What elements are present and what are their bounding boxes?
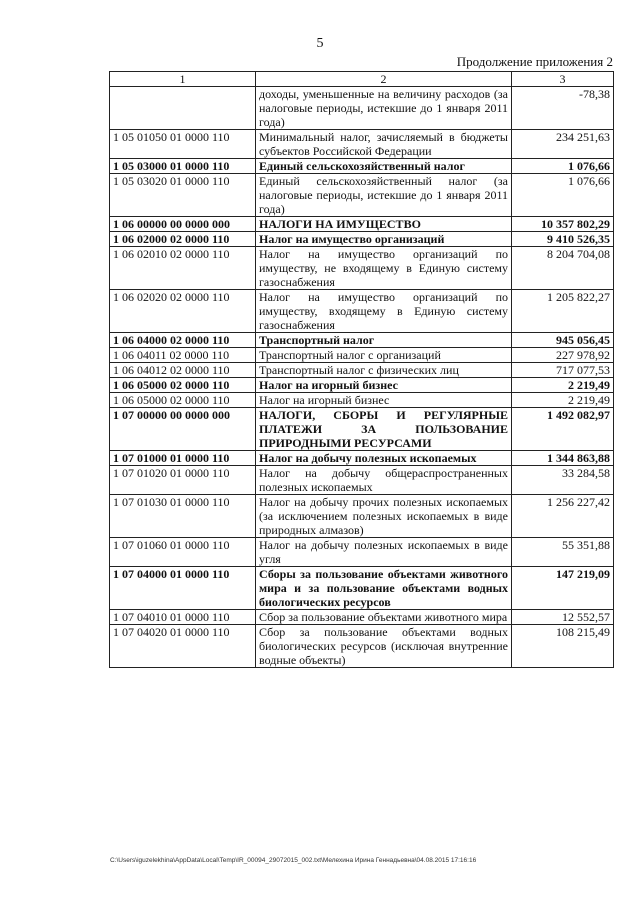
table-row	[110, 217, 614, 232]
column-header-code: 1	[110, 72, 256, 87]
table-row	[110, 290, 614, 333]
row-amount-cell: 12 552,57	[512, 610, 614, 625]
column-header-amount: 3	[512, 72, 614, 87]
page-number: 5	[316, 36, 324, 51]
row-code-cell: 1 07 01030 01 0000 110	[110, 495, 256, 538]
row-code-cell: 1 07 04000 01 0000 110	[110, 567, 256, 610]
file-path-footer: C:\Users\iguzelekhina\AppData\Local\Temp\IR_00094_29072015_002.txt\Мелехина Ирина Геннадьевна\04.08.2015 17:16:16	[110, 857, 477, 864]
table-row	[110, 232, 614, 247]
row-code-cell: 1 06 04012 02 0000 110	[110, 363, 256, 378]
row-name-cell: Сбор за пользование объектами животного мира	[256, 610, 512, 625]
row-code-cell: 1 06 05000 02 0000 110	[110, 393, 256, 408]
row-code-cell: 1 06 02000 02 0000 110	[110, 232, 256, 247]
table-row	[110, 174, 614, 217]
row-amount-cell: 1 076,66	[512, 174, 614, 217]
row-code-cell: 1 06 02010 02 0000 110	[110, 247, 256, 290]
row-name-cell: Налог на имущество организаций	[256, 232, 512, 247]
row-code-cell: 1 05 03020 01 0000 110	[110, 174, 256, 217]
row-code-cell: 1 06 04011 02 0000 110	[110, 348, 256, 363]
continuation-label: Продолжение приложения 2	[456, 54, 613, 69]
row-amount-cell: 147 219,09	[512, 567, 614, 610]
table-row	[110, 159, 614, 174]
row-name-cell: Транспортный налог с организаций	[256, 348, 512, 363]
row-code-cell: 1 05 03000 01 0000 110	[110, 159, 256, 174]
table-row	[110, 247, 614, 290]
table-row	[110, 130, 614, 159]
row-amount-cell: 227 978,92	[512, 348, 614, 363]
row-name-cell: Транспортный налог с физических лиц	[256, 363, 512, 378]
table-row	[110, 567, 614, 610]
row-name-cell: Налог на добычу общераспространенных полезных ископаемых	[256, 466, 512, 495]
table-header-row	[110, 72, 614, 87]
row-amount-cell: 9 410 526,35	[512, 232, 614, 247]
row-name-cell: Единый сельскохозяйственный налог	[256, 159, 512, 174]
row-code-cell: 1 07 04020 01 0000 110	[110, 625, 256, 668]
table-row	[110, 348, 614, 363]
table-row	[110, 625, 614, 668]
row-code-cell: 1 07 01000 01 0000 110	[110, 451, 256, 466]
row-code-cell: 1 05 01050 01 0000 110	[110, 130, 256, 159]
row-amount-cell: 1 344 863,88	[512, 451, 614, 466]
table-body	[110, 87, 614, 668]
table-row	[110, 333, 614, 348]
row-name-cell: Сборы за пользование объектами животного мира и за пользование объектами водных биологических ресурсов	[256, 567, 512, 610]
row-name-cell: НАЛОГИ, СБОРЫ И РЕГУЛЯРНЫЕ ПЛАТЕЖИ ЗА ПОЛЬЗОВАНИЕ ПРИРОДНЫМИ РЕСУРСАМИ	[256, 408, 512, 451]
row-code-cell: 1 06 05000 02 0000 110	[110, 378, 256, 393]
row-amount-cell: 8 204 704,08	[512, 247, 614, 290]
row-amount-cell: -78,38	[512, 87, 614, 130]
table-row	[110, 408, 614, 451]
row-code-cell: 1 07 04010 01 0000 110	[110, 610, 256, 625]
row-name-cell: Налог на имущество организаций по имуществу, входящему в Единую систему газоснабжения	[256, 290, 512, 333]
row-code-cell: 1 07 01060 01 0000 110	[110, 538, 256, 567]
row-name-cell: Налог на добычу прочих полезных ископаемых (за исключением полезных ископаемых в виде природных алмазов)	[256, 495, 512, 538]
row-amount-cell: 108 215,49	[512, 625, 614, 668]
row-amount-cell: 1 076,66	[512, 159, 614, 174]
row-amount-cell: 2 219,49	[512, 393, 614, 408]
row-amount-cell: 717 077,53	[512, 363, 614, 378]
row-name-cell: Налог на игорный бизнес	[256, 378, 512, 393]
row-amount-cell: 1 205 822,27	[512, 290, 614, 333]
row-name-cell: Налог на игорный бизнес	[256, 393, 512, 408]
row-name-cell: Сбор за пользование объектами водных биологических ресурсов (исключая внутренние водные объекты)	[256, 625, 512, 668]
row-name-cell: Транспортный налог	[256, 333, 512, 348]
table-row	[110, 378, 614, 393]
row-code-cell: 1 07 01020 01 0000 110	[110, 466, 256, 495]
row-name-cell: Минимальный налог, зачисляемый в бюджеты субъектов Российской Федерации	[256, 130, 512, 159]
row-code-cell: 1 06 02020 02 0000 110	[110, 290, 256, 333]
row-amount-cell: 1 256 227,42	[512, 495, 614, 538]
column-header-name: 2	[256, 72, 512, 87]
table-row	[110, 451, 614, 466]
row-amount-cell: 234 251,63	[512, 130, 614, 159]
table-row	[110, 393, 614, 408]
row-name-cell: Единый сельскохозяйственный налог (за налоговые периоды, истекшие до 1 января 2011 года)	[256, 174, 512, 217]
row-amount-cell: 10 357 802,29	[512, 217, 614, 232]
row-code-cell: 1 06 00000 00 0000 000	[110, 217, 256, 232]
row-name-cell: Налог на добычу полезных ископаемых	[256, 451, 512, 466]
table-row	[110, 363, 614, 378]
row-code-cell: 1 06 04000 02 0000 110	[110, 333, 256, 348]
row-amount-cell: 945 056,45	[512, 333, 614, 348]
row-name-cell: Налог на имущество организаций по имуществу, не входящему в Единую систему газоснабжения	[256, 247, 512, 290]
table-row	[110, 538, 614, 567]
row-code-cell: 1 07 00000 00 0000 000	[110, 408, 256, 451]
row-amount-cell: 55 351,88	[512, 538, 614, 567]
row-code-cell	[110, 87, 256, 130]
table-row	[110, 495, 614, 538]
row-name-cell: доходы, уменьшенные на величину расходов (за налоговые периоды, истекшие до 1 января 2011 года)	[256, 87, 512, 130]
row-amount-cell: 33 284,58	[512, 466, 614, 495]
row-name-cell: НАЛОГИ НА ИМУЩЕСТВО	[256, 217, 512, 232]
row-amount-cell: 2 219,49	[512, 378, 614, 393]
row-name-cell: Налог на добычу полезных ископаемых в виде угля	[256, 538, 512, 567]
revenue-table	[109, 71, 614, 668]
table-row	[110, 87, 614, 130]
row-amount-cell: 1 492 082,97	[512, 408, 614, 451]
table-row	[110, 466, 614, 495]
table-row	[110, 610, 614, 625]
